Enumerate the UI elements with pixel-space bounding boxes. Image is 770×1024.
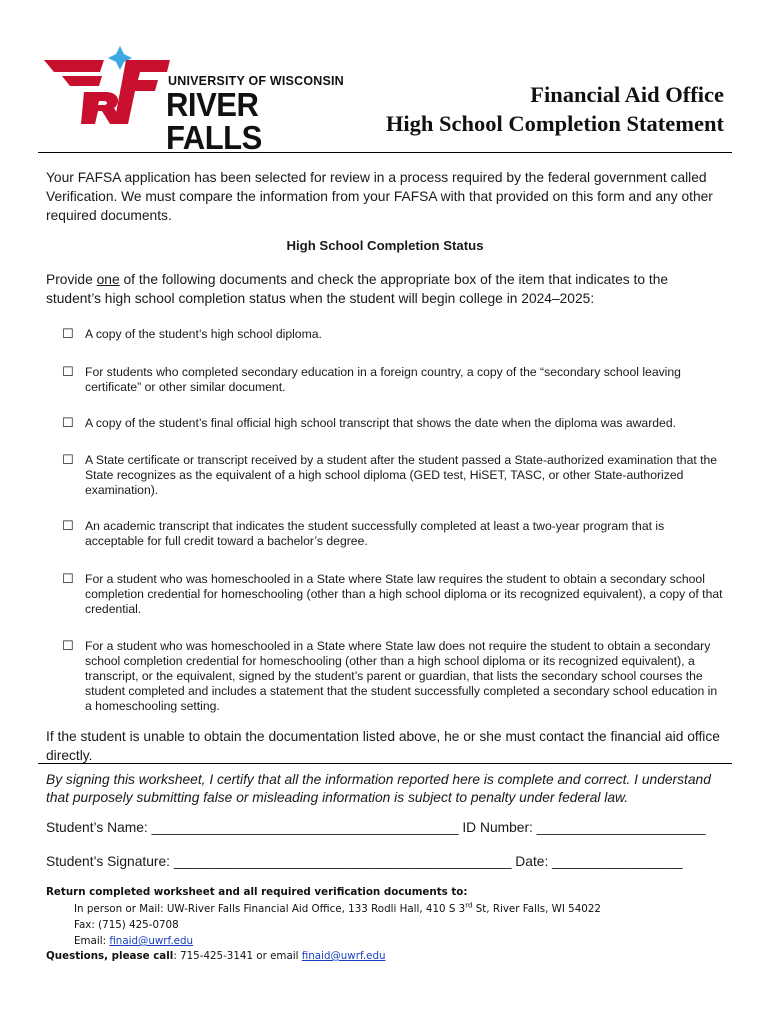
questions-email-link[interactable]: finaid@uwrf.edu bbox=[301, 950, 386, 962]
form-title: High School Completion Statement bbox=[385, 111, 724, 136]
date-field[interactable]: Date: _________________ bbox=[511, 854, 683, 869]
certification-divider bbox=[38, 763, 732, 764]
campus-name: RIVER FALLS bbox=[166, 86, 262, 156]
signature-date-row bbox=[46, 854, 683, 869]
option-text: For a student who was homeschooled in a State where State law does not require the student to obtain a secondary school completion credential for homeschooling (other than a high school diploma or its recognized equivalent), a transcript, or the equivalent, signed by the student’s parent or guardian, that lists the secondary school courses the student completed and includes a statement that the student successfully completed a secondary school education in a homeschooling setting. bbox=[85, 639, 718, 713]
rf-logo-mark-icon bbox=[44, 44, 174, 130]
student-name-field[interactable]: Student’s Name: ________________________________________ bbox=[46, 820, 459, 835]
fax-number: Fax: (715) 425-0708 bbox=[74, 919, 179, 931]
instructions-before: Provide bbox=[46, 272, 97, 287]
checkbox[interactable]: ☐ bbox=[62, 327, 74, 342]
email-line: Email: finaid@uwrf.edu bbox=[74, 935, 194, 947]
questions-line: Questions, please call: 715-425-3141 or email finaid@uwrf.edu bbox=[46, 950, 386, 962]
checkbox[interactable]: ☐ bbox=[62, 453, 74, 468]
document-header bbox=[386, 80, 724, 138]
checkbox[interactable]: ☐ bbox=[62, 416, 74, 431]
option-text: An academic transcript that indicates the student successfully completed at least a two-year program that is acceptable for full credit toward a bachelor’s degree. bbox=[85, 519, 665, 548]
instructions-underlined: one bbox=[96, 272, 120, 287]
checkbox[interactable]: ☐ bbox=[62, 639, 74, 654]
mail-address: In person or Mail: UW-River Falls Financial Aid Office, 133 Rodli Hall, 410 S 3rd St, River Falls, WI 54022 bbox=[74, 901, 601, 915]
email-link[interactable]: finaid@uwrf.edu bbox=[109, 935, 194, 947]
checkbox[interactable]: ☐ bbox=[62, 572, 74, 587]
option-text: A copy of the student’s final official high school transcript that shows the date when the diploma was awarded. bbox=[85, 416, 676, 430]
student-signature-field[interactable]: Student’s Signature: ____________________________________________ bbox=[46, 854, 512, 869]
instructions-after: of the following documents and check the appropriate box of the item that indicates to the student’s high school completion status when the student will begin college in 2024–2025: bbox=[46, 272, 669, 306]
certification-statement: By signing this worksheet, I certify that all the information reported here is complete and correct. I understand that purposely submitting false or misleading information is subject to penalty under federal law. bbox=[46, 772, 711, 805]
name-id-row bbox=[46, 820, 706, 835]
unable-note: If the student is unable to obtain the documentation listed above, he or she must contact the financial aid office directly. bbox=[46, 729, 720, 763]
option-text: For students who completed secondary education in a foreign country, a copy of the “secondary school leaving certificate” or other similar document. bbox=[85, 365, 681, 394]
option-text: For a student who was homeschooled in a State where State law requires the student to obtain a secondary school completion credential for homeschooling (other than a high school diploma or its recognized equivalent), a copy of that credential. bbox=[85, 572, 723, 616]
instructions-paragraph bbox=[46, 270, 726, 308]
checkbox[interactable]: ☐ bbox=[62, 519, 74, 534]
id-number-field[interactable]: ID Number: ______________________ bbox=[458, 820, 706, 835]
option-text: A copy of the student’s high school diploma. bbox=[85, 327, 322, 341]
header-divider bbox=[38, 152, 732, 153]
university-line: UNIVERSITY OF WISCONSIN bbox=[168, 74, 344, 88]
intro-paragraph: Your FAFSA application has been selected for review in a process required by the federal government called Verification. We must compare the information from your FAFSA with that provided on this form and any other required documents. bbox=[46, 170, 713, 223]
option-text: A State certificate or transcript received by a student after the student passed a State-authorized examination that the State recognizes as the equivalent of a high school diploma (GED test, HiSET, TASC, or other State-authorized examination). bbox=[85, 453, 718, 497]
section-title: High School Completion Status bbox=[286, 238, 484, 253]
university-logo bbox=[44, 44, 344, 156]
office-title: Financial Aid Office bbox=[530, 82, 724, 107]
return-heading: Return completed worksheet and all required verification documents to: bbox=[46, 886, 468, 898]
checkbox[interactable]: ☐ bbox=[62, 365, 74, 380]
